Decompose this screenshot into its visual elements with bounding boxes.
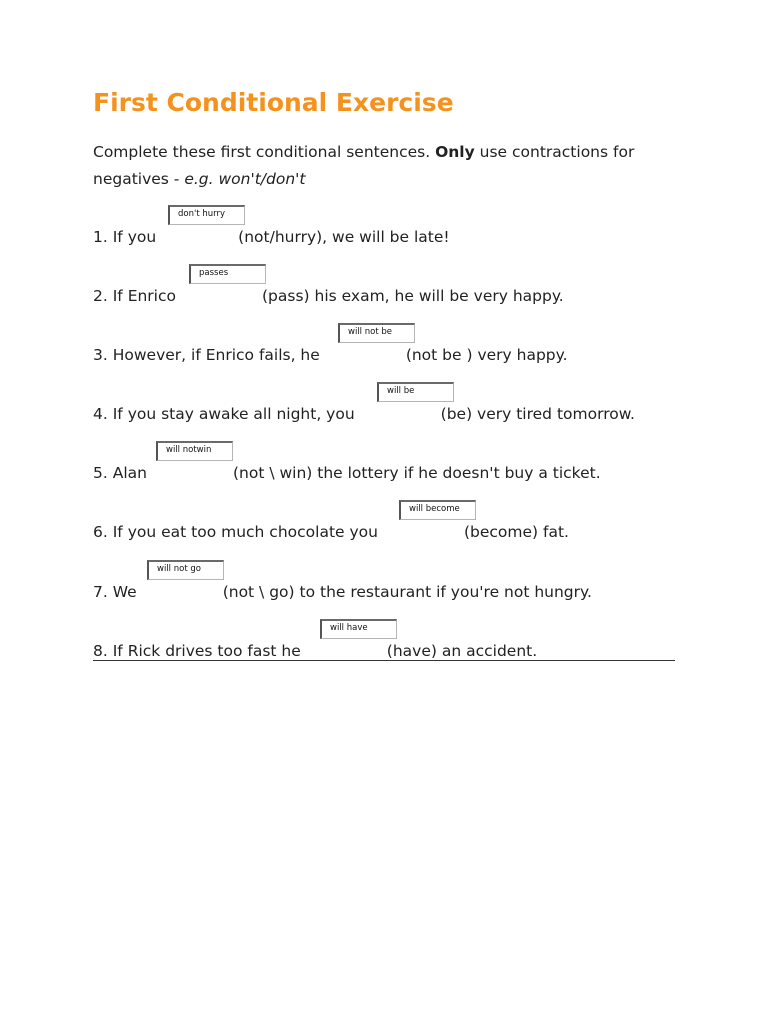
exercise-sentence — [93, 345, 568, 365]
sentence-end: (not/hurry), we will be late! — [238, 228, 450, 246]
answer-field[interactable]: passes — [189, 264, 266, 284]
sentence-number: 7. — [93, 583, 108, 601]
page-title: First Conditional Exercise — [93, 88, 454, 117]
instructions-text: Complete these first conditional sentences. — [93, 143, 436, 161]
instructions — [93, 139, 693, 193]
answer-field[interactable]: will notwin — [156, 441, 233, 461]
answer-field[interactable]: will not go — [147, 560, 224, 580]
sentence-start: If you eat too much chocolate you — [112, 523, 378, 541]
sentence-end: (be) very tired tomorrow. — [440, 405, 635, 423]
answer-field[interactable]: will have — [320, 619, 397, 639]
sentence-start: Alan — [112, 464, 147, 482]
exercise-sentence — [93, 404, 635, 424]
answer-field[interactable]: will not be — [338, 323, 415, 343]
sentence-end: (pass) his exam, he will be very happy. — [262, 287, 564, 305]
underline-rule — [93, 660, 675, 661]
sentence-number: 5. — [93, 464, 108, 482]
sentence-end: (not \ go) to the restaurant if you're not hungry. — [222, 583, 592, 601]
sentence-number: 3. — [93, 346, 108, 364]
sentence-number: 1. — [93, 228, 108, 246]
exercise-sentence — [93, 641, 537, 661]
exercise-sentence — [93, 227, 450, 247]
instructions-example: e.g. won't/don't — [184, 170, 306, 188]
sentence-number: 4. — [93, 405, 108, 423]
answer-field[interactable]: will be — [377, 382, 454, 402]
sentence-number: 8. — [93, 642, 108, 660]
answer-field[interactable]: don't hurry — [168, 205, 245, 225]
exercise-sentence — [93, 286, 564, 306]
sentence-start: However, if Enrico fails, he — [112, 346, 320, 364]
sentence-end: (have) an accident. — [386, 642, 538, 660]
sentence-start: If Enrico — [112, 287, 176, 305]
sentence-start: If you stay awake all night, you — [112, 405, 355, 423]
exercise-sentence — [93, 463, 601, 483]
exercise-sentence — [93, 522, 569, 542]
instructions-emphasis: Only — [435, 143, 475, 161]
instructions-text-continued: use contractions for negatives - — [93, 143, 635, 188]
answer-field[interactable]: will become — [399, 500, 476, 520]
exercise-sentence — [93, 582, 592, 602]
sentence-end: (not be ) very happy. — [405, 346, 568, 364]
sentence-number: 2. — [93, 287, 108, 305]
sentence-end: (not \ win) the lottery if he doesn't buy a ticket. — [232, 464, 601, 482]
sentence-end: (become) fat. — [463, 523, 569, 541]
sentence-start: If Rick drives too fast he — [112, 642, 301, 660]
sentence-number: 6. — [93, 523, 108, 541]
sentence-start: We — [112, 583, 137, 601]
sentence-start: If you — [112, 228, 157, 246]
